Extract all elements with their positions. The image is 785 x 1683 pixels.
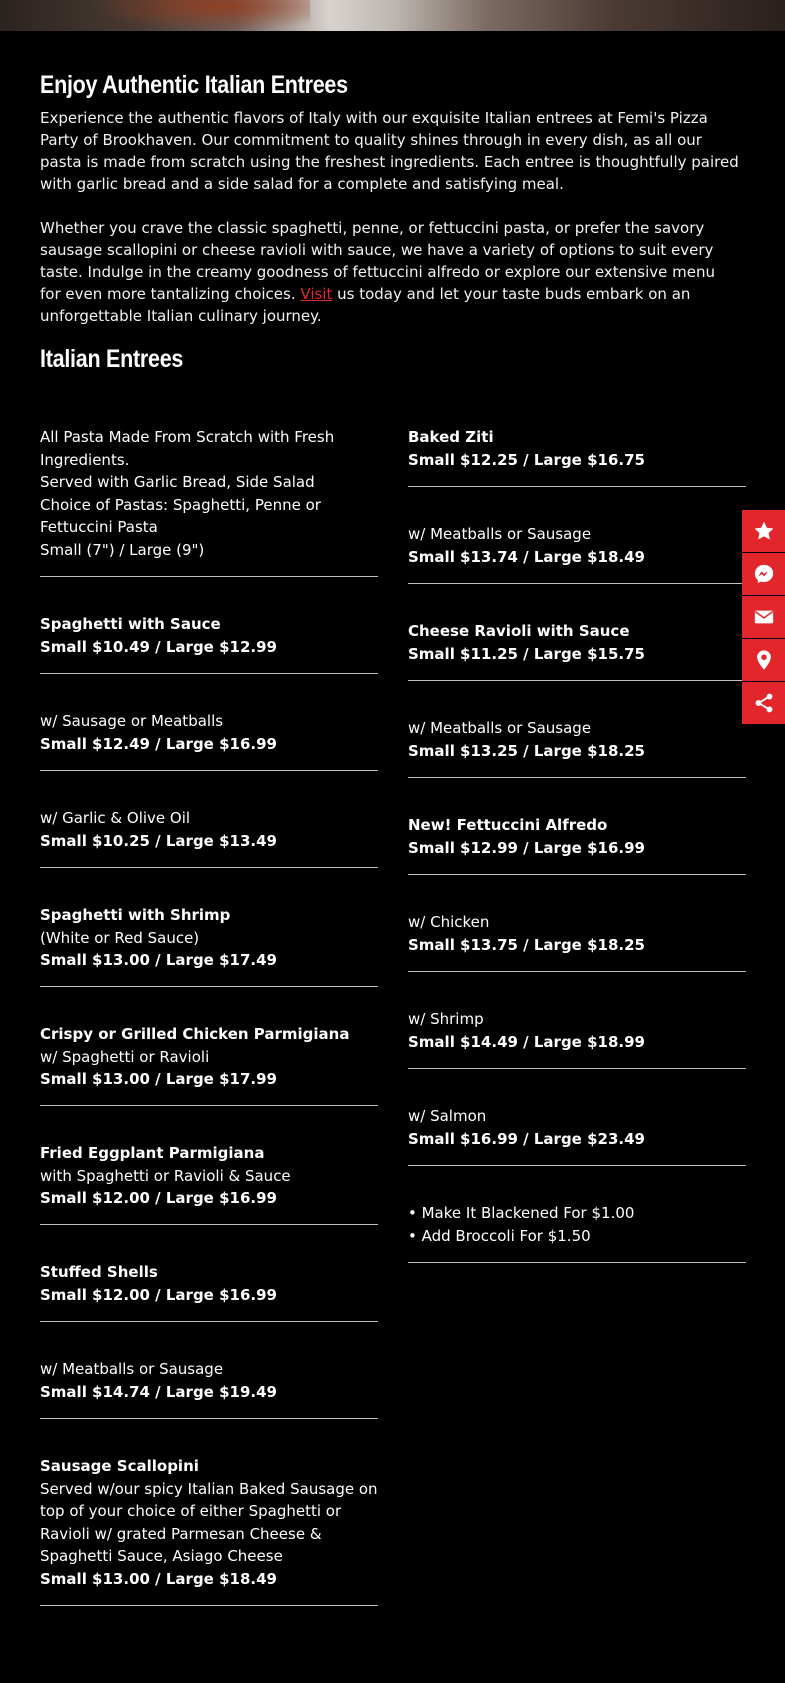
star-icon bbox=[753, 520, 775, 542]
divider bbox=[408, 486, 746, 487]
menu-item-desc: w/ Garlic & Olive Oil bbox=[40, 809, 191, 827]
social-sidebar bbox=[742, 510, 785, 725]
menu-note-line: Small (7") / Large (9") bbox=[40, 540, 205, 559]
messenger-icon bbox=[753, 563, 775, 585]
reviews-button[interactable] bbox=[742, 510, 785, 552]
menu-item-price: Small $13.74 / Large $18.49 bbox=[408, 547, 645, 566]
directions-button[interactable] bbox=[742, 639, 785, 681]
menu-item-price: Small $12.00 / Large $16.99 bbox=[40, 1189, 277, 1207]
menu-item-price: Small $13.00 / Large $18.49 bbox=[40, 1569, 277, 1588]
divider bbox=[408, 1165, 746, 1166]
divider bbox=[408, 874, 746, 875]
menu-item-desc: w/ Meatballs or Sausage bbox=[408, 525, 592, 543]
menu-item-desc: w/ Spaghetti or Ravioli bbox=[40, 1047, 210, 1066]
messenger-button[interactable] bbox=[742, 553, 785, 595]
hero-image-strip bbox=[0, 0, 785, 31]
menu-item-name: Baked Ziti bbox=[408, 428, 494, 446]
intro-paragraph-2-text-a: Whether you crave the classic spaghetti, penne, or fettuccini pasta, or prefer the savory sausage scallopini or cheese ravioli with sauce, we have a variety of options to suit every taste. Indulge in the creamy goodness of fettuccini alfredo or explore our extensive menu for even more tantalizing choices. bbox=[40, 219, 716, 303]
menu-item bbox=[408, 523, 746, 568]
menu-item bbox=[40, 807, 378, 852]
divider bbox=[40, 1321, 378, 1322]
envelope-icon bbox=[753, 606, 775, 628]
intro-paragraph-2 bbox=[40, 217, 740, 327]
menu-item-price: Small $10.49 / Large $12.99 bbox=[40, 637, 277, 656]
menu-item-desc: w/ Meatballs or Sausage bbox=[408, 719, 592, 737]
menu-item-name: Spaghetti with Shrimp bbox=[40, 906, 231, 924]
menu-item bbox=[40, 1142, 378, 1210]
addon-line: • Make It Blackened For $1.00 bbox=[408, 1204, 635, 1222]
divider bbox=[40, 1105, 378, 1106]
divider bbox=[40, 673, 378, 674]
menu-item bbox=[408, 620, 746, 665]
menu-item-price: Small $13.75 / Large $18.25 bbox=[408, 935, 645, 954]
divider bbox=[40, 1605, 378, 1606]
menu-item-desc: with Spaghetti or Ravioli & Sauce bbox=[40, 1166, 291, 1185]
menu-item bbox=[40, 1358, 378, 1403]
divider bbox=[408, 971, 746, 972]
menu-item-price: Small $12.99 / Large $16.99 bbox=[408, 838, 645, 857]
menu-item bbox=[408, 911, 746, 956]
menu-item-price: Small $10.25 / Large $13.49 bbox=[40, 831, 277, 850]
divider bbox=[408, 1068, 746, 1069]
menu-addons bbox=[408, 1202, 746, 1247]
menu-item bbox=[40, 1261, 378, 1306]
menu-item bbox=[40, 904, 378, 972]
menu-item-desc: w/ Chicken bbox=[408, 913, 490, 931]
menu-item-price: Small $14.74 / Large $19.49 bbox=[40, 1382, 277, 1401]
menu-item-name: Crispy or Grilled Chicken Parmigiana bbox=[40, 1025, 350, 1043]
menu-title: Italian Entrees bbox=[40, 345, 184, 373]
divider bbox=[408, 1262, 746, 1263]
divider bbox=[408, 583, 746, 584]
divider bbox=[40, 1418, 378, 1419]
divider bbox=[40, 867, 378, 868]
menu-item bbox=[408, 717, 746, 762]
menu-note-line: All Pasta Made From Scratch with Fresh Ingredients. bbox=[40, 428, 335, 469]
menu-item-desc: (White or Red Sauce) bbox=[40, 928, 200, 947]
divider bbox=[408, 777, 746, 778]
intro-paragraph-1: Experience the authentic flavors of Italy with our exquisite Italian entrees at Femi's Pizza Party of Brookhaven. Our commitment to quality shines through in every dish, as all our pasta is made from scratch using the freshest ingredients. Each entree is thoughtfully paired with garlic bread and a side salad for a complete and satisfying meal. bbox=[40, 109, 739, 193]
menu-item-name: Spaghetti with Sauce bbox=[40, 615, 221, 633]
menu-item-desc: w/ Meatballs or Sausage bbox=[40, 1360, 224, 1378]
share-button[interactable] bbox=[742, 682, 785, 724]
menu-item-price: Small $12.00 / Large $16.99 bbox=[40, 1285, 277, 1304]
menu-item bbox=[40, 1455, 378, 1590]
divider bbox=[408, 680, 746, 681]
addon-line: • Add Broccoli For $1.50 bbox=[408, 1226, 591, 1245]
menu-note bbox=[40, 426, 378, 561]
email-button[interactable] bbox=[742, 596, 785, 638]
share-icon bbox=[753, 692, 775, 714]
menu-note-line: Choice of Pastas: Spaghetti, Penne or Fettuccini Pasta bbox=[40, 495, 321, 536]
menu-item-name: Fried Eggplant Parmigiana bbox=[40, 1144, 265, 1162]
intro-paragraph-2-text-b: us today and let your taste buds embark on an unforgettable Italian culinary journey. bbox=[40, 285, 691, 325]
visit-link[interactable]: Visit bbox=[300, 285, 333, 303]
menu-item-desc: Served w/our spicy Italian Baked Sausage on top of your choice of either Spaghetti or Ravioli w/ grated Parmesan Cheese & Spaghetti Sauce, Asiago Cheese bbox=[40, 1479, 378, 1565]
menu-item-price: Small $16.99 / Large $23.49 bbox=[408, 1129, 645, 1148]
menu-item bbox=[40, 1023, 378, 1091]
menu-item bbox=[408, 1008, 746, 1053]
menu-item-price: Small $14.49 / Large $18.99 bbox=[408, 1032, 645, 1051]
divider bbox=[40, 576, 378, 577]
menu-item-price: Small $11.25 / Large $15.75 bbox=[408, 644, 645, 663]
menu-item-price: Small $12.25 / Large $16.75 bbox=[408, 450, 645, 469]
menu-item bbox=[408, 814, 746, 859]
menu-item-price: Small $13.25 / Large $18.25 bbox=[408, 741, 645, 760]
menu-item-name: New! Fettuccini Alfredo bbox=[408, 816, 608, 834]
menu-item-desc: w/ Salmon bbox=[408, 1107, 487, 1125]
menu-item bbox=[40, 710, 378, 755]
menu-item-price: Small $13.00 / Large $17.99 bbox=[40, 1070, 277, 1088]
menu-item-name: Stuffed Shells bbox=[40, 1263, 158, 1281]
divider bbox=[40, 770, 378, 771]
menu-item-desc: w/ Shrimp bbox=[408, 1010, 484, 1028]
map-pin-icon bbox=[753, 649, 775, 671]
menu-note-line: Served with Garlic Bread, Side Salad bbox=[40, 473, 315, 491]
menu-item-price: Small $13.00 / Large $17.49 bbox=[40, 951, 277, 969]
menu-item-name: Sausage Scallopini bbox=[40, 1457, 199, 1475]
menu-item-name: Cheese Ravioli with Sauce bbox=[408, 622, 630, 640]
menu-item bbox=[408, 1105, 746, 1150]
menu-item bbox=[40, 613, 378, 658]
menu-item-desc: w/ Sausage or Meatballs bbox=[40, 712, 224, 730]
menu-item bbox=[408, 426, 746, 471]
intro-title: Enjoy Authentic Italian Entrees bbox=[40, 71, 348, 99]
menu-item-price: Small $12.49 / Large $16.99 bbox=[40, 734, 277, 753]
divider bbox=[40, 1224, 378, 1225]
divider bbox=[40, 986, 378, 987]
